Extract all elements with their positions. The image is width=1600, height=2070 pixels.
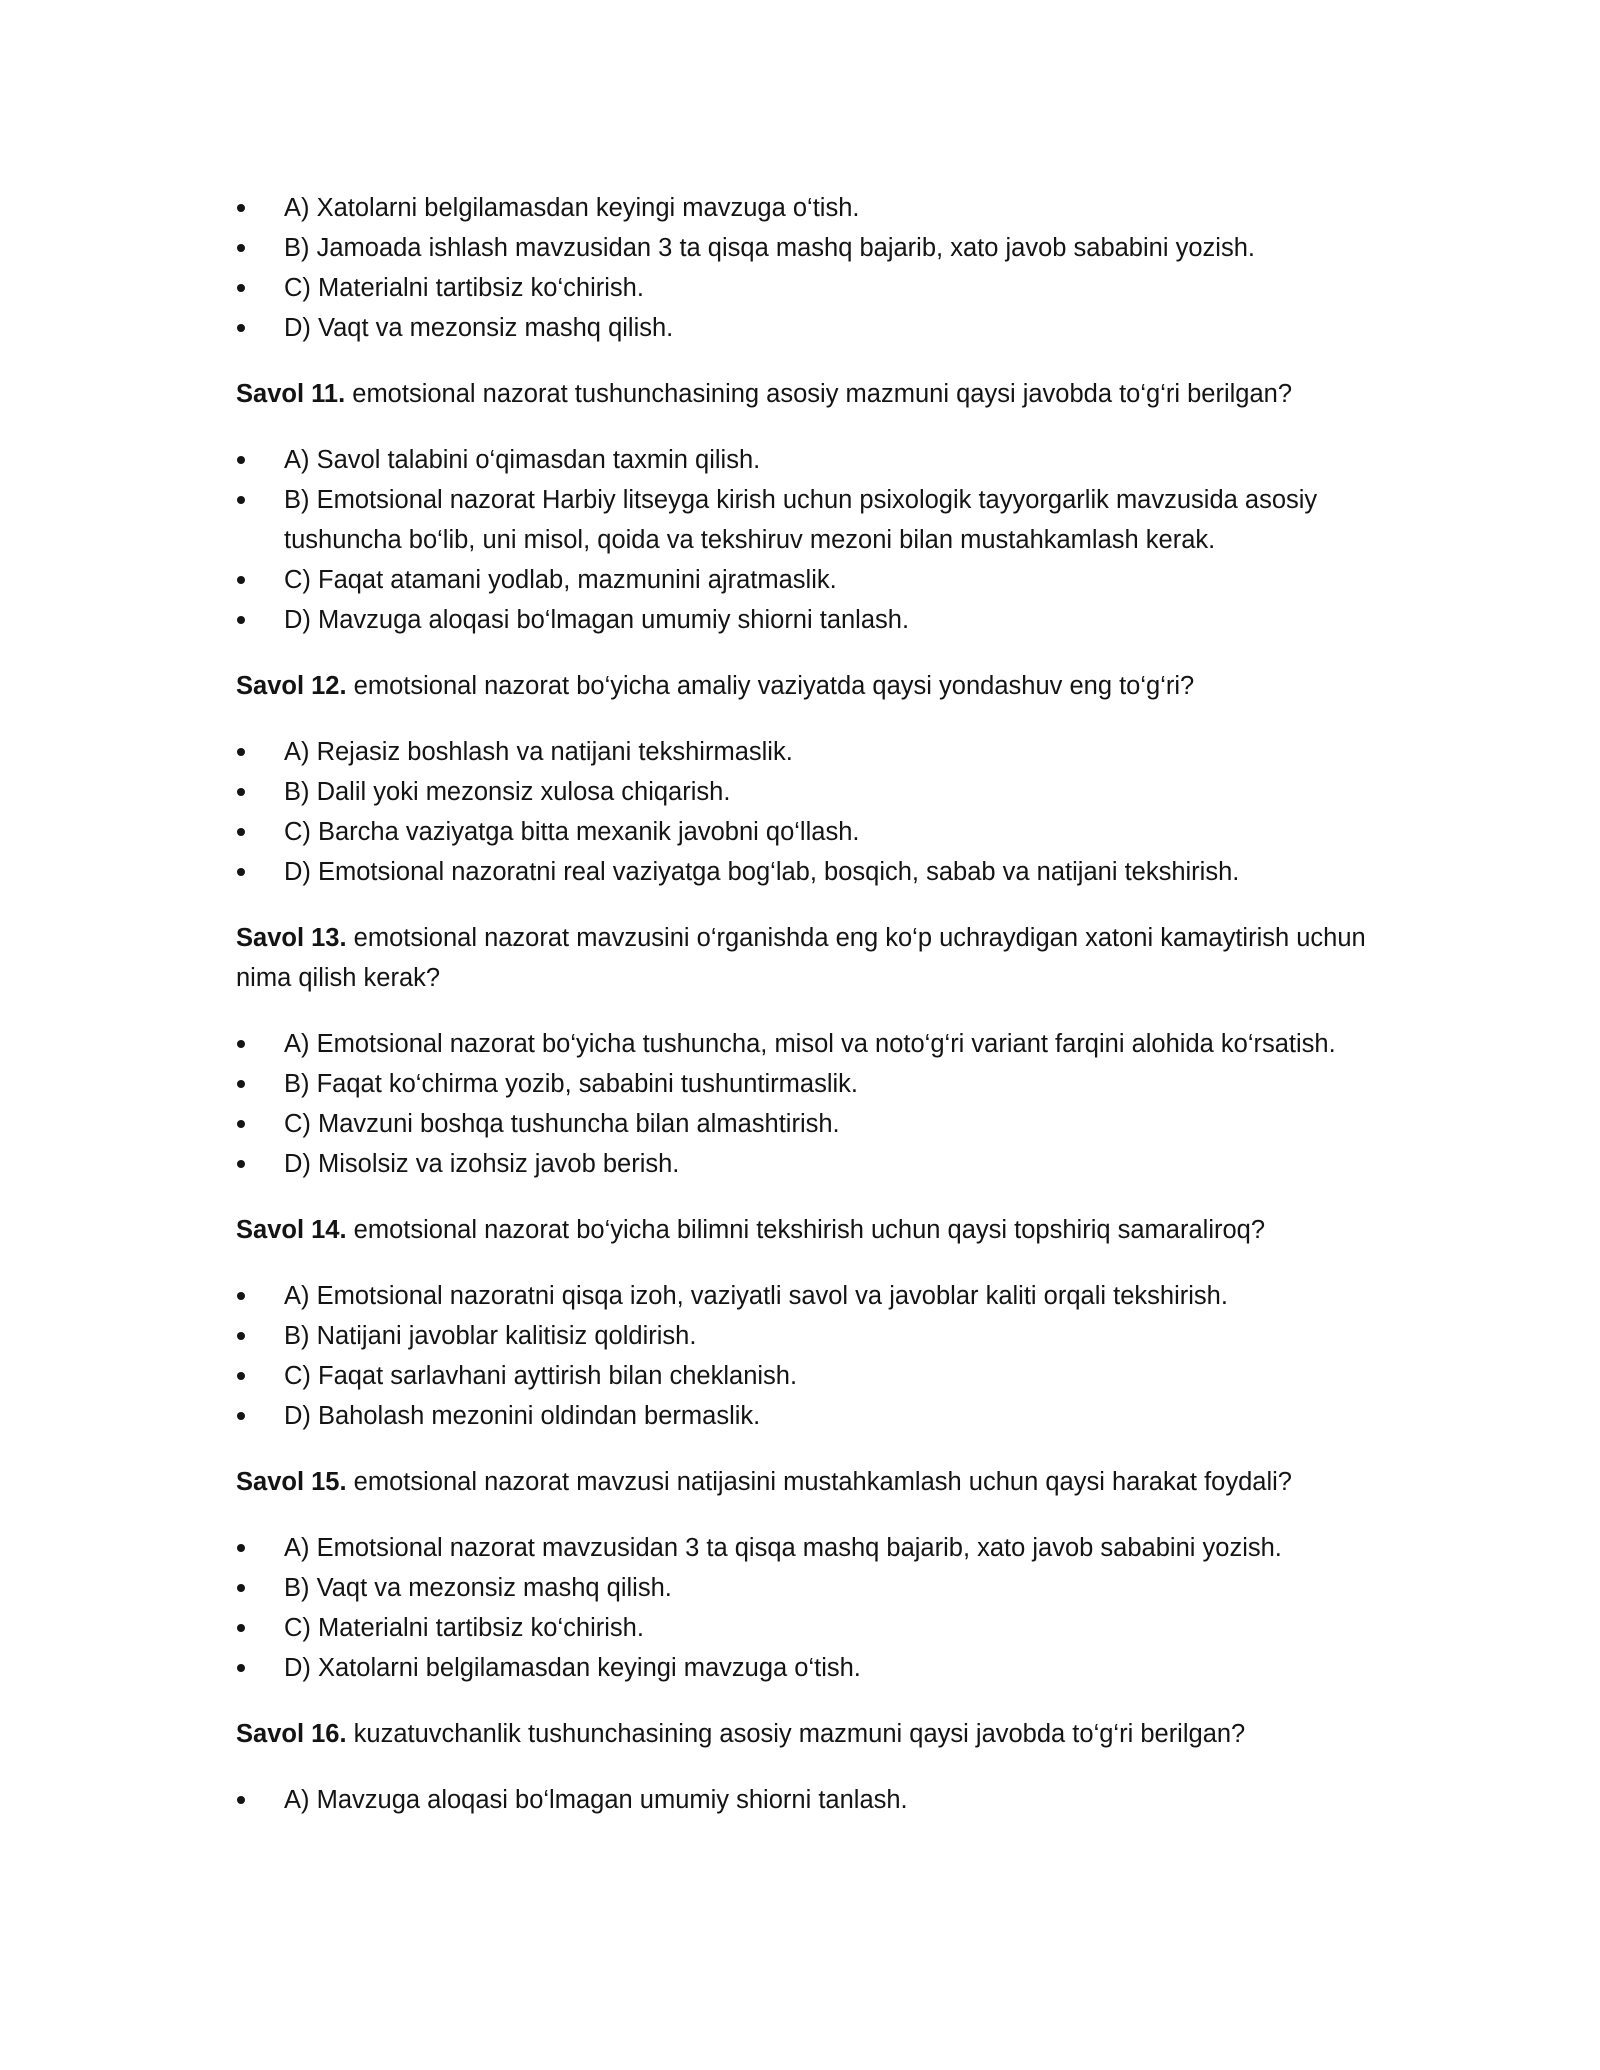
question-text: emotsional nazorat bo‘yicha amaliy vaziyatda qaysi yondashuv eng to‘g‘ri? (346, 672, 1195, 700)
option-item: A) Savol talabini o‘qimasdan taxmin qilish. (236, 440, 1366, 480)
option-item: C) Mavzuni boshqa tushuncha bilan almashtirish. (236, 1104, 1366, 1144)
option-item: D) Baholash mezonini oldindan bermaslik. (236, 1396, 1366, 1436)
option-list (236, 188, 1366, 348)
option-item: A) Emotsional nazorat mavzusidan 3 ta qisqa mashq bajarib, xato javob sababini yozish. (236, 1528, 1366, 1568)
question-text: emotsional nazorat bo‘yicha bilimni tekshirish uchun qaysi topshiriq samaraliroq? (346, 1216, 1266, 1244)
option-list (236, 1024, 1366, 1184)
option-item: B) Jamoada ishlash mavzusidan 3 ta qisqa mashq bajarib, xato javob sababini yozish. (236, 228, 1366, 268)
document-page (236, 188, 1366, 1846)
option-item: C) Faqat atamani yodlab, mazmunini ajratmaslik. (236, 560, 1366, 600)
question-label: Savol 14. (236, 1216, 347, 1244)
question-12 (236, 666, 1366, 706)
option-list (236, 732, 1366, 892)
option-item: B) Emotsional nazorat Harbiy litseyga kirish uchun psixologik tayyorgarlik mavzusida asosiy tushuncha bo‘lib, uni misol, qoida va tekshiruv mezoni bilan mustahkamlash kerak. (236, 480, 1366, 560)
question-label: Savol 15. (236, 1468, 347, 1496)
option-list (236, 1528, 1366, 1688)
option-item: B) Natijani javoblar kalitisiz qoldirish. (236, 1316, 1366, 1356)
question-label: Savol 16. (236, 1720, 347, 1748)
question-text: emotsional nazorat mavzusi natijasini mustahkamlash uchun qaysi harakat foydali? (346, 1468, 1292, 1496)
question-13 (236, 918, 1366, 998)
option-item: D) Vaqt va mezonsiz mashq qilish. (236, 308, 1366, 348)
question-label: Savol 13. (236, 924, 347, 952)
option-item: C) Materialni tartibsiz ko‘chirish. (236, 268, 1366, 308)
option-item: B) Dalil yoki mezonsiz xulosa chiqarish. (236, 772, 1366, 812)
option-item: A) Emotsional nazoratni qisqa izoh, vaziyatli savol va javoblar kaliti orqali tekshirish. (236, 1276, 1366, 1316)
option-item: A) Mavzuga aloqasi bo‘lmagan umumiy shiorni tanlash. (236, 1780, 1366, 1820)
option-item: D) Xatolarni belgilamasdan keyingi mavzuga o‘tish. (236, 1648, 1366, 1688)
question-14 (236, 1210, 1366, 1250)
option-item: B) Vaqt va mezonsiz mashq qilish. (236, 1568, 1366, 1608)
option-item: C) Materialni tartibsiz ko‘chirish. (236, 1608, 1366, 1648)
option-item: D) Mavzuga aloqasi bo‘lmagan umumiy shiorni tanlash. (236, 600, 1366, 640)
question-text: kuzatuvchanlik tushunchasining asosiy mazmuni qaysi javobda to‘g‘ri berilgan? (346, 1720, 1246, 1748)
option-list (236, 1276, 1366, 1436)
option-list (236, 1780, 1366, 1820)
option-item: A) Xatolarni belgilamasdan keyingi mavzuga o‘tish. (236, 188, 1366, 228)
question-label: Savol 12. (236, 672, 347, 700)
option-item: C) Barcha vaziyatga bitta mexanik javobni qo‘llash. (236, 812, 1366, 852)
question-text: emotsional nazorat tushunchasining asosiy mazmuni qaysi javobda to‘g‘ri berilgan? (345, 380, 1293, 408)
question-15 (236, 1462, 1366, 1502)
option-item: D) Misolsiz va izohsiz javob berish. (236, 1144, 1366, 1184)
option-item: C) Faqat sarlavhani ayttirish bilan cheklanish. (236, 1356, 1366, 1396)
question-16 (236, 1714, 1366, 1754)
option-item: D) Emotsional nazoratni real vaziyatga bog‘lab, bosqich, sabab va natijani tekshirish. (236, 852, 1366, 892)
question-text: emotsional nazorat mavzusini o‘rganishda eng ko‘p uchraydigan xatoni kamaytirish uchun nima qilish kerak? (236, 924, 1366, 992)
option-list (236, 440, 1366, 640)
question-label: Savol 11. (236, 380, 346, 408)
option-item: A) Emotsional nazorat bo‘yicha tushuncha, misol va noto‘g‘ri variant farqini alohida ko‘rsatish. (236, 1024, 1366, 1064)
option-item: B) Faqat ko‘chirma yozib, sababini tushuntirmaslik. (236, 1064, 1366, 1104)
option-item: A) Rejasiz boshlash va natijani tekshirmaslik. (236, 732, 1366, 772)
question-11 (236, 374, 1366, 414)
